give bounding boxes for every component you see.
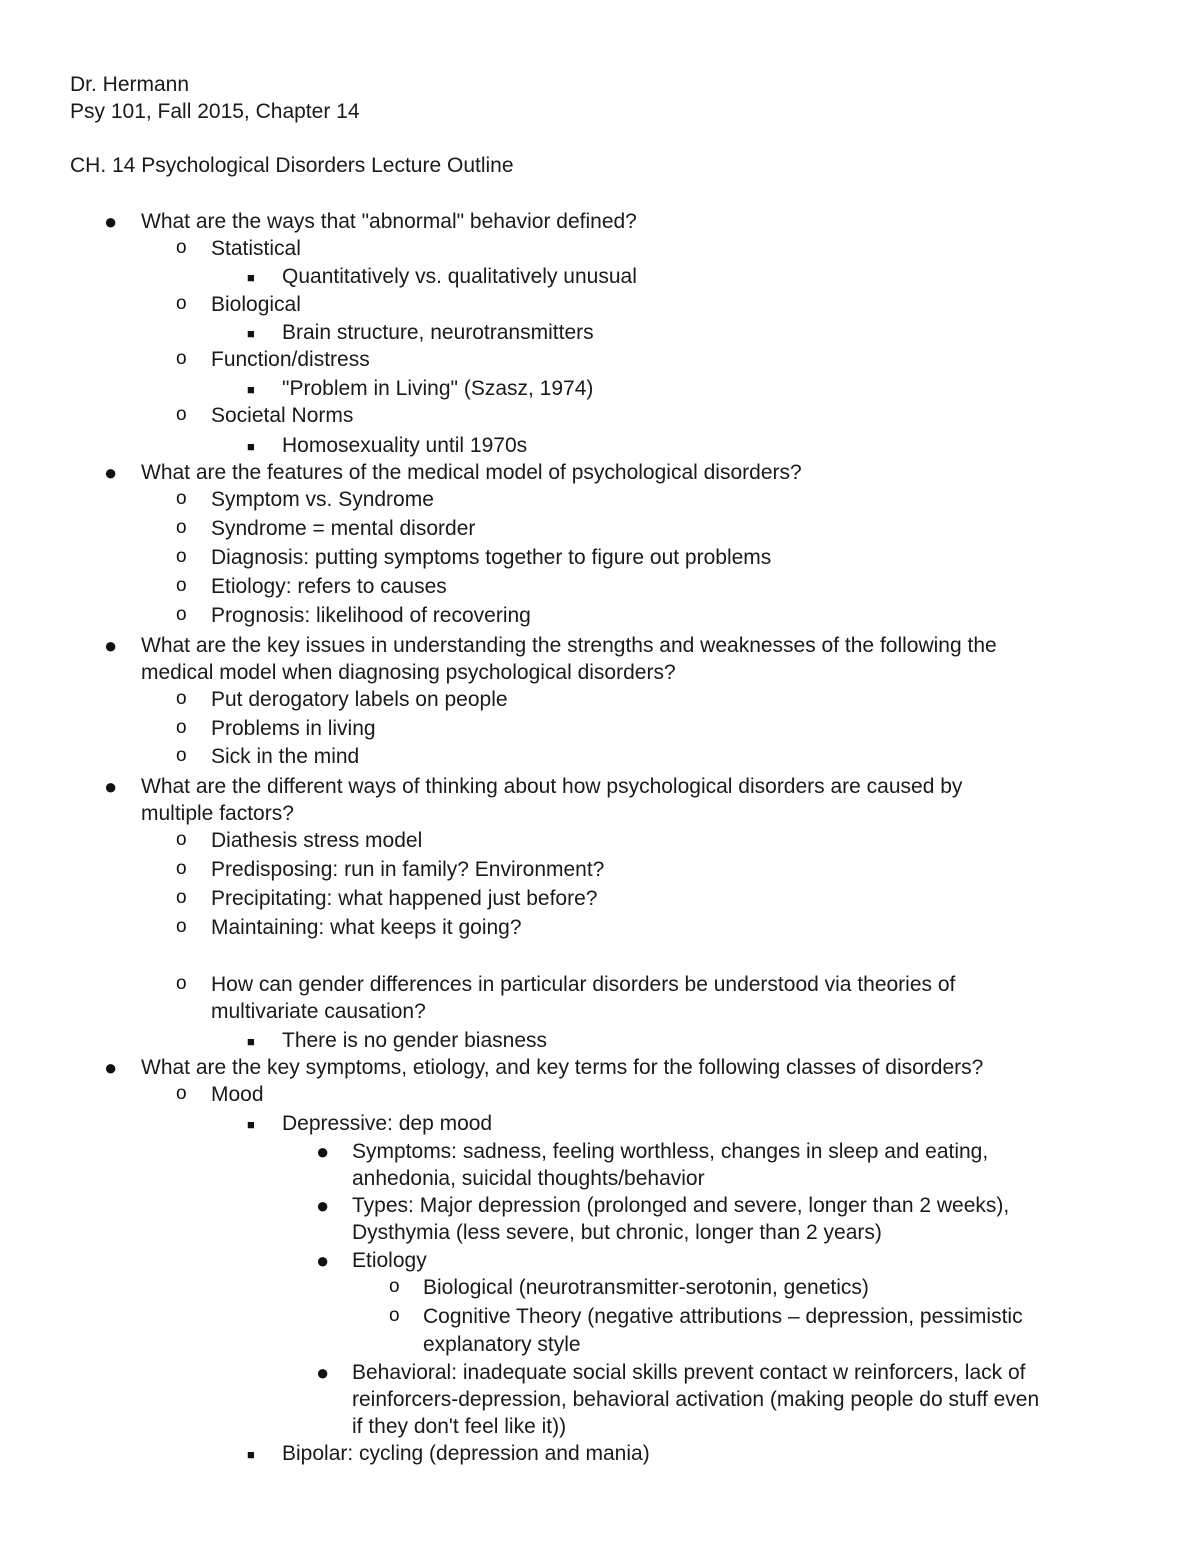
- outline-item-level-2: Societal Norms: [211, 404, 354, 427]
- outline-item-level-3: "Problem in Living" (Szasz, 1974): [282, 377, 594, 400]
- square-marker-icon: ■: [247, 1117, 255, 1132]
- outline-item-level-1: medical model when diagnosing psychological disorders?: [141, 661, 676, 684]
- circle-marker-icon: o: [389, 1276, 400, 1297]
- outline-item-level-3: Depressive: dep mood: [282, 1112, 493, 1135]
- outline-item-level-2: Mood: [211, 1083, 264, 1106]
- outline-item-level-4: Dysthymia (less severe, but chronic, longer than 2 years): [352, 1221, 882, 1244]
- circle-marker-icon: o: [176, 916, 187, 937]
- bullet-marker-icon: ●: [104, 633, 118, 658]
- outline-item-level-4: Behavioral: inadequate social skills prevent contact w reinforcers, lack of: [352, 1361, 1026, 1384]
- circle-marker-icon: o: [176, 1083, 187, 1104]
- outline-item-level-2: Etiology: refers to causes: [211, 575, 447, 598]
- square-marker-icon: ■: [247, 1447, 255, 1462]
- circle-marker-icon: o: [176, 604, 187, 625]
- outline-item-level-3: There is no gender biasness: [282, 1029, 547, 1052]
- outline-item-level-3: Brain structure, neurotransmitters: [282, 321, 594, 344]
- circle-marker-icon: o: [176, 293, 187, 314]
- outline-item-level-2: Sick in the mind: [211, 745, 360, 768]
- outline-item-level-4: if they don't feel like it)): [352, 1415, 567, 1438]
- outline-item-level-5: explanatory style: [423, 1333, 581, 1356]
- outline-item-level-2: Maintaining: what keeps it going?: [211, 916, 522, 939]
- circle-marker-icon: o: [176, 858, 187, 879]
- outline-item-level-1: What are the ways that "abnormal" behavior defined?: [141, 210, 637, 233]
- circle-marker-icon: o: [176, 517, 187, 538]
- bullet-marker-icon: ●: [316, 1139, 330, 1164]
- bullet-marker-icon: ●: [104, 209, 118, 234]
- circle-marker-icon: o: [176, 546, 187, 567]
- circle-marker-icon: o: [176, 717, 187, 738]
- outline-item-level-2: Diathesis stress model: [211, 829, 423, 852]
- circle-marker-icon: o: [176, 488, 187, 509]
- circle-marker-icon: o: [176, 404, 187, 425]
- circle-marker-icon: o: [176, 688, 187, 709]
- outline-item-level-1: What are the key issues in understanding the strengths and weaknesses of the following the: [141, 634, 997, 657]
- outline-item-level-1: What are the different ways of thinking about how psychological disorders are caused by: [141, 775, 963, 798]
- outline-item-level-2: Precipitating: what happened just before?: [211, 887, 598, 910]
- outline-item-level-2: Problems in living: [211, 717, 376, 740]
- outline-item-level-2: Predisposing: run in family? Environment?: [211, 858, 605, 881]
- outline-item-level-2: Diagnosis: putting symptoms together to figure out problems: [211, 546, 772, 569]
- outline-item-level-2: How can gender differences in particular disorders be understood via theories of: [211, 973, 956, 996]
- bullet-marker-icon: ●: [316, 1360, 330, 1385]
- square-marker-icon: ■: [247, 326, 255, 341]
- bullet-marker-icon: ●: [104, 460, 118, 485]
- square-marker-icon: ■: [247, 1034, 255, 1049]
- outline-item-level-2: Function/distress: [211, 348, 370, 371]
- circle-marker-icon: o: [176, 237, 187, 258]
- outline-item-level-3: Homosexuality until 1970s: [282, 434, 528, 457]
- outline-item-level-1: multiple factors?: [141, 802, 294, 825]
- circle-marker-icon: o: [176, 973, 187, 994]
- outline-item-level-1: What are the key symptoms, etiology, and key terms for the following classes of disorders?: [141, 1056, 984, 1079]
- outline-item-level-1: What are the features of the medical model of psychological disorders?: [141, 461, 802, 484]
- outline-item-level-5: Biological (neurotransmitter-serotonin, genetics): [423, 1276, 869, 1299]
- bullet-marker-icon: ●: [316, 1193, 330, 1218]
- course-info: Psy 101, Fall 2015, Chapter 14: [70, 100, 360, 123]
- outline-item-level-2: Prognosis: likelihood of recovering: [211, 604, 531, 627]
- outline-item-level-2: Statistical: [211, 237, 301, 260]
- outline-item-level-4: Types: Major depression (prolonged and severe, longer than 2 weeks),: [352, 1194, 1010, 1217]
- circle-marker-icon: o: [176, 348, 187, 369]
- circle-marker-icon: o: [176, 575, 187, 596]
- outline-item-level-3: Bipolar: cycling (depression and mania): [282, 1442, 650, 1465]
- outline-item-level-2: Symptom vs. Syndrome: [211, 488, 434, 511]
- bullet-marker-icon: ●: [316, 1248, 330, 1273]
- outline-item-level-4: reinforcers-depression, behavioral activation (making people do stuff even: [352, 1388, 1040, 1411]
- bullet-marker-icon: ●: [104, 1055, 118, 1080]
- outline-item-level-4: Etiology: [352, 1249, 427, 1272]
- outline-item-level-4: Symptoms: sadness, feeling worthless, changes in sleep and eating,: [352, 1140, 989, 1163]
- square-marker-icon: ■: [247, 270, 255, 285]
- circle-marker-icon: o: [389, 1305, 400, 1326]
- bullet-marker-icon: ●: [104, 774, 118, 799]
- square-marker-icon: ■: [247, 439, 255, 454]
- outline-item-level-4: anhedonia, suicidal thoughts/behavior: [352, 1167, 705, 1190]
- outline-item-level-2: multivariate causation?: [211, 1000, 426, 1023]
- outline-item-level-2: Biological: [211, 293, 301, 316]
- square-marker-icon: ■: [247, 382, 255, 397]
- outline-item-level-2: Put derogatory labels on people: [211, 688, 508, 711]
- outline-item-level-3: Quantitatively vs. qualitatively unusual: [282, 265, 637, 288]
- instructor-name: Dr. Hermann: [70, 73, 190, 96]
- circle-marker-icon: o: [176, 887, 187, 908]
- page-title: CH. 14 Psychological Disorders Lecture Outline: [70, 154, 514, 177]
- circle-marker-icon: o: [176, 745, 187, 766]
- outline-item-level-2: Syndrome = mental disorder: [211, 517, 476, 540]
- outline-item-level-5: Cognitive Theory (negative attributions – depression, pessimistic: [423, 1305, 1023, 1328]
- circle-marker-icon: o: [176, 829, 187, 850]
